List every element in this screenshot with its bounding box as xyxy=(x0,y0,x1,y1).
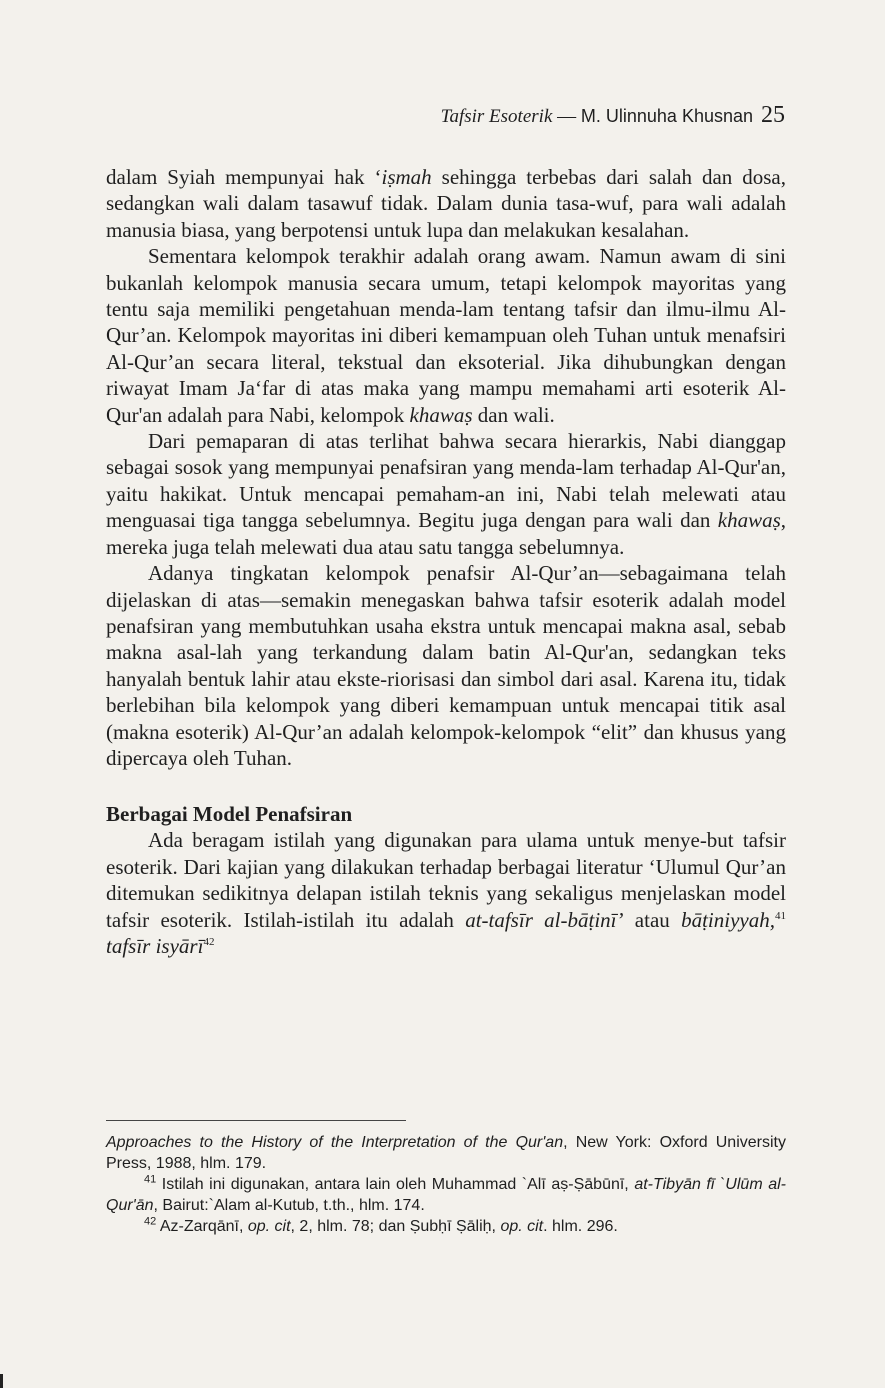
footnote-divider xyxy=(106,1120,406,1121)
paragraph: Ada beragam istilah yang digunakan para ulama untuk menye-but tafsir esoterik. Dari kajian yang dilakukan terhadap berbagai literatur ‘Ulumul Qur’an ditemukan sedikitnya delapan istilah teknis yang sekaligus menjelaskan model tafsir esoterik. Istilah-istilah itu adalah at-tafsīr al-bāṭinī’ atau bāṭiniyyah,$^{41}$ tafsīr isyārī$^{42}$ xyxy=(106,828,786,958)
footnotes xyxy=(106,1132,786,1237)
author-name: M. Ulinnuha Khusnan xyxy=(580,106,753,126)
footnote-41: $^{41}$ Istilah ini digunakan, antara lain oleh Muhammad `Alī aṣ-Ṣābūnī, at-Tibyān fī `Ulūm al-Qur'ān, Bairut:`Alam al-Kutub, t.th., hlm. 174. xyxy=(106,1173,786,1214)
footnote-42: $^{42}$ Az-Zarqānī, op. cit, 2, hlm. 78; dan Ṣubḥī Ṣāliḥ, op. cit. hlm. 296. xyxy=(144,1215,618,1235)
paragraph: dalam Syiah mempunyai hak ‘iṣmah sehingga terbebas dari salah dan dosa, sedangkan wali dalam tasawuf tidak. Dalam dunia tasa-wuf, para wali adalah manusia biasa, yang berpotensi untuk lupa dan melakukan kesalahan. xyxy=(106,165,786,242)
footnote-ref-42[interactable]: 42 xyxy=(203,935,215,948)
paragraph: Sementara kelompok terakhir adalah orang awam. Namun awam di sini bukanlah kelompok manusia secara umum, tetapi kelompok mayoritas yang tentu saja memiliki pengetahuan menda-lam tentang tafsir dan ilmu-ilmu Al-Qur’an. Kelompok mayoritas ini diberi kemampuan oleh Tuhan untuk menafsiri Al-Qur’an secara literal, tekstual dan eksoterial. Jika dihubungkan dengan riwayat Imam Ja‘far di atas maka yang mampu memahami arti esoterik Al-Qur'an adalah para Nabi, kelompok khawaṣ dan wali. xyxy=(106,244,786,427)
book-title: Tafsir Esoterik xyxy=(440,106,553,127)
section-heading: Berbagai Model Penafsiran xyxy=(106,802,353,827)
scan-edge-mark xyxy=(0,1374,3,1388)
header-separator: — xyxy=(552,106,581,127)
page-number: 25 xyxy=(761,102,785,128)
body-text xyxy=(106,164,786,959)
paragraph: Dari pemaparan di atas terlihat bahwa secara hierarkis, Nabi dianggap sebagai sosok yang mempunyai penafsiran yang menda-lam terhadap Al-Qur'an, yaitu hakikat. Untuk mencapai pemaham-an ini, Nabi telah melewati atau menguasai tiga tangga sebelumnya. Begitu juga dengan para wali dan khawaṣ, mereka juga telah melewati dua atau satu tangga sebelumnya. xyxy=(106,429,786,559)
paragraph: Adanya tingkatan kelompok penafsir Al-Qur’an—sebagaimana telah dijelaskan di atas—semakin menegaskan bahwa tafsir esoterik adalah model penafsiran yang membutuhkan usaha ekstra untuk mencapai makna asal, sebab makna asal-lah yang terkandung dalam batin Al-Qur'an, sedangkan teks hanyalah bentuk lahir atau ekste-riorisasi dan simbol dari asal. Karena itu, tidak berlebihan bila kelompok yang diberi kemampuan untuk mencapai titik asal (makna esoterik) Al-Qur’an adalah kelompok-kelompok “elit” dan khusus yang dipercaya oleh Tuhan. xyxy=(106,561,786,770)
running-header xyxy=(380,102,785,129)
footnote-ref-41[interactable]: 41 xyxy=(775,909,786,922)
footnote-40-continued: Approaches to the History of the Interpretation of the Qur'an, New York: Oxford University Press, 1988, hlm. 179. xyxy=(106,1134,786,1172)
